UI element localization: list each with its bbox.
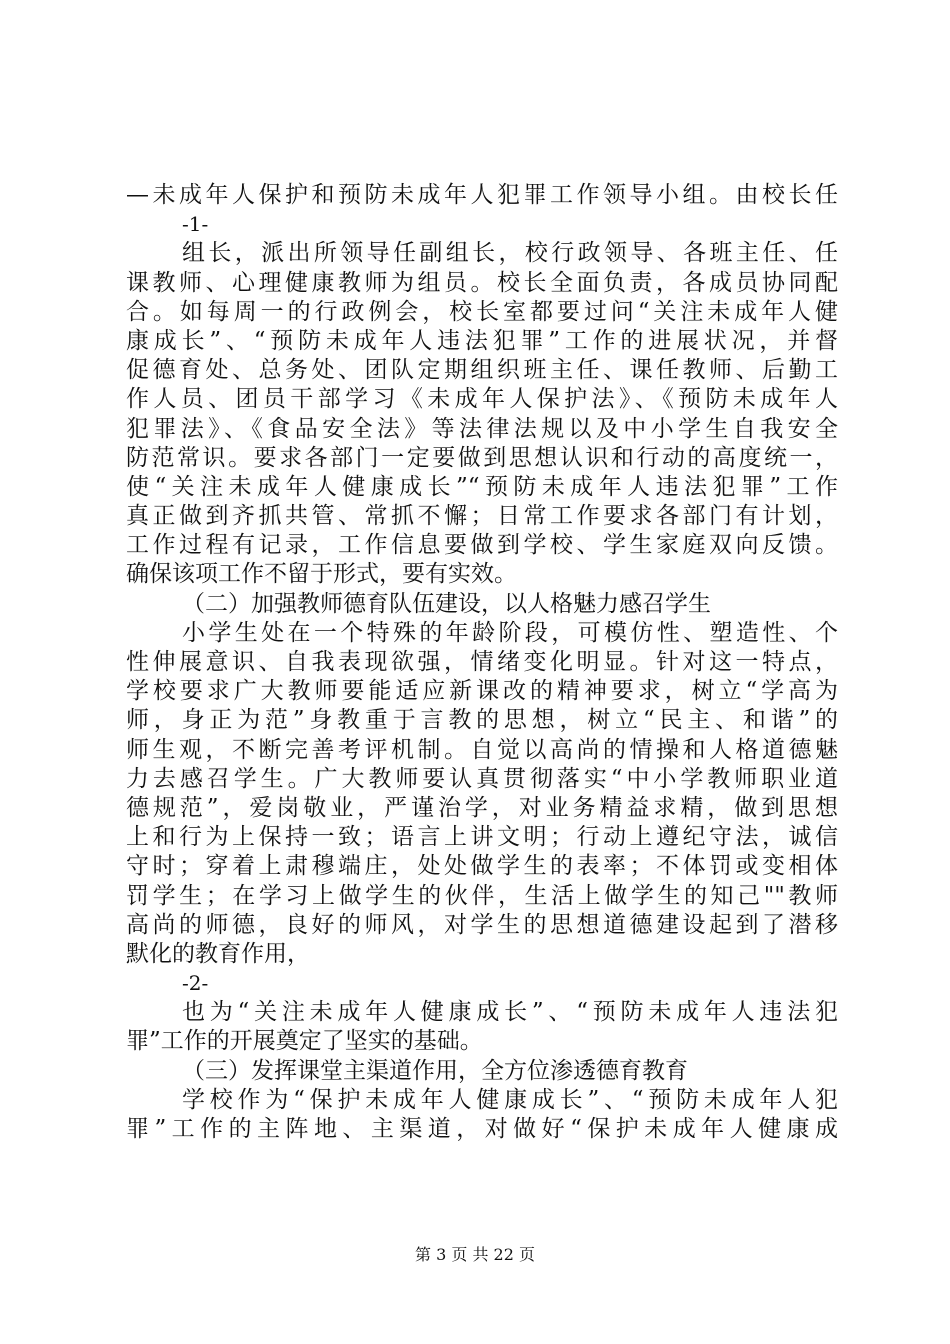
text-line: 罪”工作的主阵地、主渠道，对做好“保护未成年人健康成 xyxy=(126,1116,838,1142)
text-line: 课教师、心理健康教师为组员。校长全面负责，各成员协同配 xyxy=(126,269,838,296)
text-line: 德规范”，爱岗敬业，严谨治学，对业务精益求精，做到思想 xyxy=(126,794,838,821)
text-line: 性伸展意识、自我表现欲强，情绪变化明显。针对这一特点， xyxy=(126,649,838,675)
text-line: 学校作为“保护未成年人健康成长”、“预防未成年人犯 xyxy=(182,1086,838,1113)
text-line: 默化的教育作用， xyxy=(126,940,310,967)
text-line: 促德育处、总务处、团队定期组织班主任、课任教师、后勤工 xyxy=(126,357,838,384)
text-line: —未成年人保护和预防未成年人犯罪工作领导小组。由校长任 xyxy=(126,182,838,208)
text-line: 工作过程有记录，工作信息要做到学校、学生家庭双向反馈。 xyxy=(126,532,838,559)
text-line: 作人员、团员干部学习《未成年人保护法》、《预防未成年人 xyxy=(126,386,838,413)
text-line: 小学生处在一个特殊的年龄阶段，可模仿性、塑造性、个 xyxy=(182,619,838,646)
text-line: 师生观，不断完善考评机制。自觉以高尚的情操和人格道德魅 xyxy=(126,736,838,763)
section-heading: （二）加强教师德育队伍建设，以人格魅力感召学生 xyxy=(182,590,711,617)
text-line: 学校要求广大教师要能适应新课改的精神要求，树立“学高为 xyxy=(126,678,838,705)
text-line: 罪”工作的开展奠定了坚实的基础。 xyxy=(126,1028,483,1055)
text-line: 合。如每周一的行政例会，校长室都要过问“关注未成年人健 xyxy=(126,298,838,325)
section-heading: （三）发挥课堂主渠道作用，全方位渗透德育教育 xyxy=(182,1057,688,1084)
page-footer: 第 3 页 共 22 页 xyxy=(415,1245,535,1264)
text-line: 犯罪法》、《食品安全法》等法律法规以及中小学生自我安全 xyxy=(126,415,838,442)
text-line: 康成长”、“预防未成年人违法犯罪”工作的进展状况，并督 xyxy=(126,327,838,354)
text-line: 高尚的师德，良好的师风，对学生的思想道德建设起到了潜移 xyxy=(126,911,838,938)
text-line: 上和行为上保持一致；语言上讲文明；行动上遵纪守法，诚信 xyxy=(126,824,838,851)
text-line: 确保该项工作不留于形式，要有实效。 xyxy=(126,561,517,588)
text-line: 守时；穿着上肃穆端庄，处处做学生的表率；不体罚或变相体 xyxy=(126,853,838,880)
page-marker: -2- xyxy=(182,971,209,996)
text-line: 防范常识。要求各部门一定要做到思想认识和行动的高度统一， xyxy=(126,444,838,471)
text-line: 真正做到齐抓共管、常抓不懈；日常工作要求各部门有计划， xyxy=(126,503,838,530)
text-line: 师，身正为范”身教重于言教的思想，树立“民主、和谐”的 xyxy=(126,707,838,734)
document-body xyxy=(126,181,838,1144)
page-marker: -1- xyxy=(182,212,209,237)
text-line: 组长，派出所领导任副组长，校行政领导、各班主任、任 xyxy=(182,240,838,267)
text-line: 使“关注未成年人健康成长”“预防未成年人违法犯罪”工作 xyxy=(126,473,838,500)
text-line: 也为“关注未成年人健康成长”、“预防未成年人违法犯 xyxy=(182,999,838,1026)
text-line: 罚学生；在学习上做学生的伙伴，生活上做学生的知己""教师 xyxy=(126,882,838,909)
text-line: 力去感召学生。广大教师要认真贯彻落实“中小学教师职业道 xyxy=(126,765,838,792)
